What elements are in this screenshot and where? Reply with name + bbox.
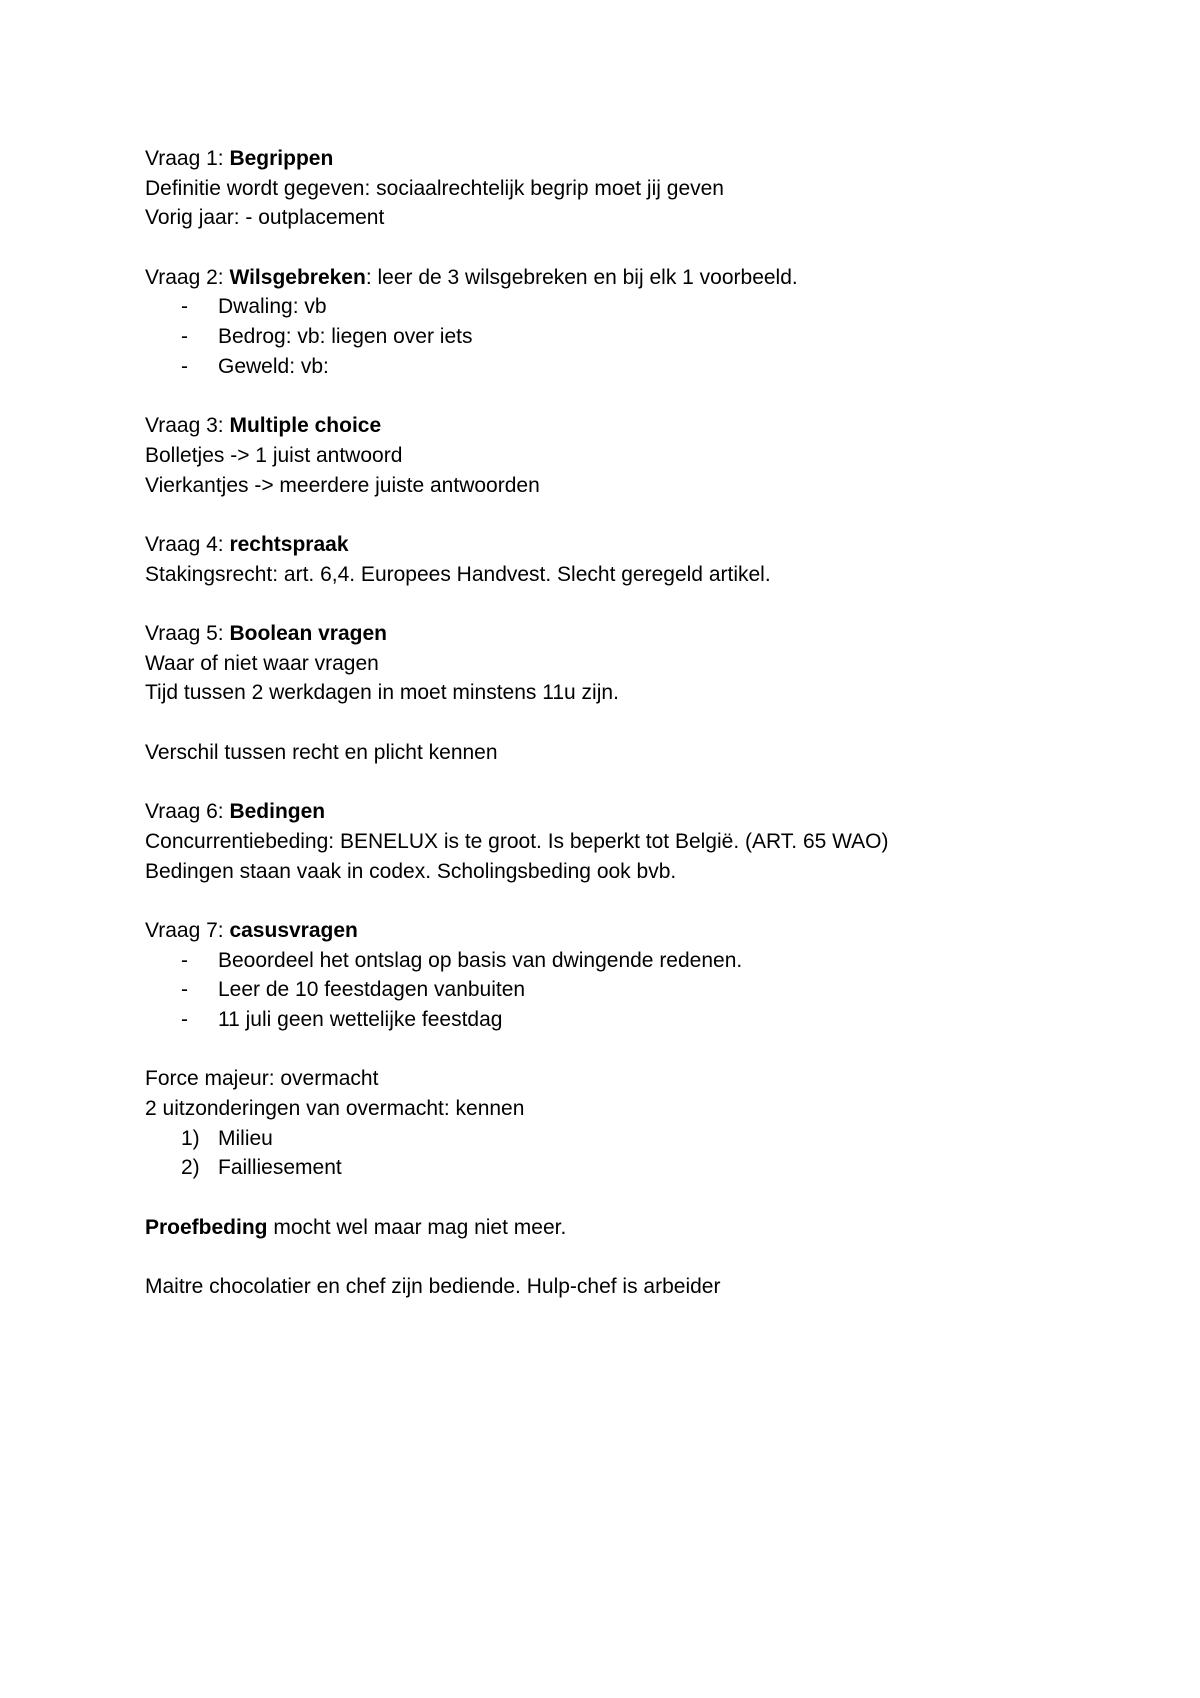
question-2-heading — [145, 263, 1105, 293]
blank-line — [145, 767, 1105, 797]
list-item-text: Beoordeel het ontslag op basis van dwingende redenen. — [218, 948, 743, 972]
proefbeding-line — [145, 1213, 1105, 1243]
proefbeding-rest: mocht wel maar mag niet meer. — [267, 1215, 567, 1239]
question-4-title: rechtspraak — [229, 532, 349, 556]
numbered-item — [145, 1124, 1105, 1154]
blank-line — [145, 233, 1105, 263]
question-5-prefix: Vraag 5: — [145, 622, 230, 645]
question-3-prefix: Vraag 3: — [145, 414, 230, 438]
question-3-heading — [145, 411, 1105, 441]
question-1-heading — [145, 144, 1105, 174]
list-item — [145, 352, 1105, 382]
blank-line — [145, 886, 1105, 916]
force-majeur-line-2: 2 uitzonderingen van overmacht: kennen — [145, 1097, 525, 1120]
numbered-item-text: Milieu — [218, 1126, 273, 1150]
question-5-line-2: Tijd tussen 2 werkdagen in moet minstens 11u zijn. — [145, 681, 619, 705]
list-item-text: Leer de 10 feestdagen vanbuiten — [218, 978, 526, 1002]
question-1-line-1: Definitie wordt gegeven: sociaalrechtelijk begrip moet jij geven — [145, 176, 724, 200]
question-6-prefix: Vraag 6: — [145, 800, 230, 824]
numbered-item — [145, 1153, 1105, 1183]
question-5-line-3: Verschil tussen recht en plicht kennen — [145, 740, 498, 764]
question-6-title: Bedingen — [229, 800, 326, 824]
question-1-title: Begrippen — [229, 147, 334, 170]
question-4-line-1: Stakingsrecht: art. 6,4. Europees Handvest. Slecht geregeld artikel. — [145, 562, 771, 586]
blank-line — [145, 1035, 1105, 1065]
question-2-prefix: Vraag 2: — [145, 265, 230, 289]
blank-line — [145, 500, 1105, 530]
question-2-rest: : leer de 3 wilsgebreken en bij elk 1 voorbeeld. — [365, 265, 798, 289]
question-3-line-2: Vierkantjes -> meerdere juiste antwoorden — [145, 473, 540, 497]
list-item — [145, 946, 1105, 976]
list-item-text: Dwaling: vb — [218, 295, 327, 319]
bullet-marker: - — [181, 354, 188, 378]
question-1-line-2: Vorig jaar: - outplacement — [145, 206, 385, 230]
question-6-line-2: Bedingen staan vaak in codex. Scholingsbeding ook bvb. — [145, 859, 677, 883]
question-5-line-1: Waar of niet waar vragen — [145, 651, 379, 675]
question-1-prefix: Vraag 1: — [145, 147, 230, 170]
bullet-marker: - — [181, 1007, 188, 1031]
numbered-item-text: Failliesement — [218, 1156, 342, 1180]
force-majeur-line-1: Force majeur: overmacht — [145, 1067, 379, 1091]
list-item — [145, 975, 1105, 1005]
bullet-marker: - — [181, 295, 188, 319]
closing-line: Maitre chocolatier en chef zijn bediende. Hulp-chef is arbeider — [145, 1275, 721, 1299]
question-2-title: Wilsgebreken — [229, 265, 366, 289]
bullet-marker: - — [181, 978, 188, 1002]
question-5-heading — [145, 619, 1105, 649]
bullet-marker: - — [181, 948, 188, 972]
bullet-marker: - — [181, 325, 188, 349]
question-4-heading — [145, 530, 1105, 560]
number-marker: 1) — [181, 1126, 200, 1150]
question-6-line-1: Concurrentiebeding: BENELUX is te groot. Is beperkt tot België. (ART. 65 WAO) — [145, 829, 889, 853]
blank-line — [145, 1183, 1105, 1213]
blank-line — [145, 589, 1105, 619]
list-item — [145, 322, 1105, 352]
blank-line — [145, 708, 1105, 738]
list-item-text: 11 juli geen wettelijke feestdag — [218, 1007, 503, 1031]
blank-line — [145, 1242, 1105, 1272]
question-4-prefix: Vraag 4: — [145, 532, 230, 556]
question-7-heading — [145, 916, 1105, 946]
question-7-title: casusvragen — [229, 918, 358, 942]
number-marker: 2) — [181, 1156, 200, 1180]
proefbeding-bold: Proefbeding — [145, 1215, 268, 1239]
blank-line — [145, 382, 1105, 412]
question-6-heading — [145, 797, 1105, 827]
list-item — [145, 1005, 1105, 1035]
question-3-title: Multiple choice — [229, 414, 382, 438]
document-page — [145, 144, 1105, 1302]
question-5-title: Boolean vragen — [229, 622, 387, 645]
list-item — [145, 292, 1105, 322]
list-item-text: Geweld: vb: — [218, 354, 329, 378]
list-item-text: Bedrog: vb: liegen over iets — [218, 325, 473, 349]
question-3-line-1: Bolletjes -> 1 juist antwoord — [145, 443, 403, 467]
question-7-prefix: Vraag 7: — [145, 918, 230, 942]
